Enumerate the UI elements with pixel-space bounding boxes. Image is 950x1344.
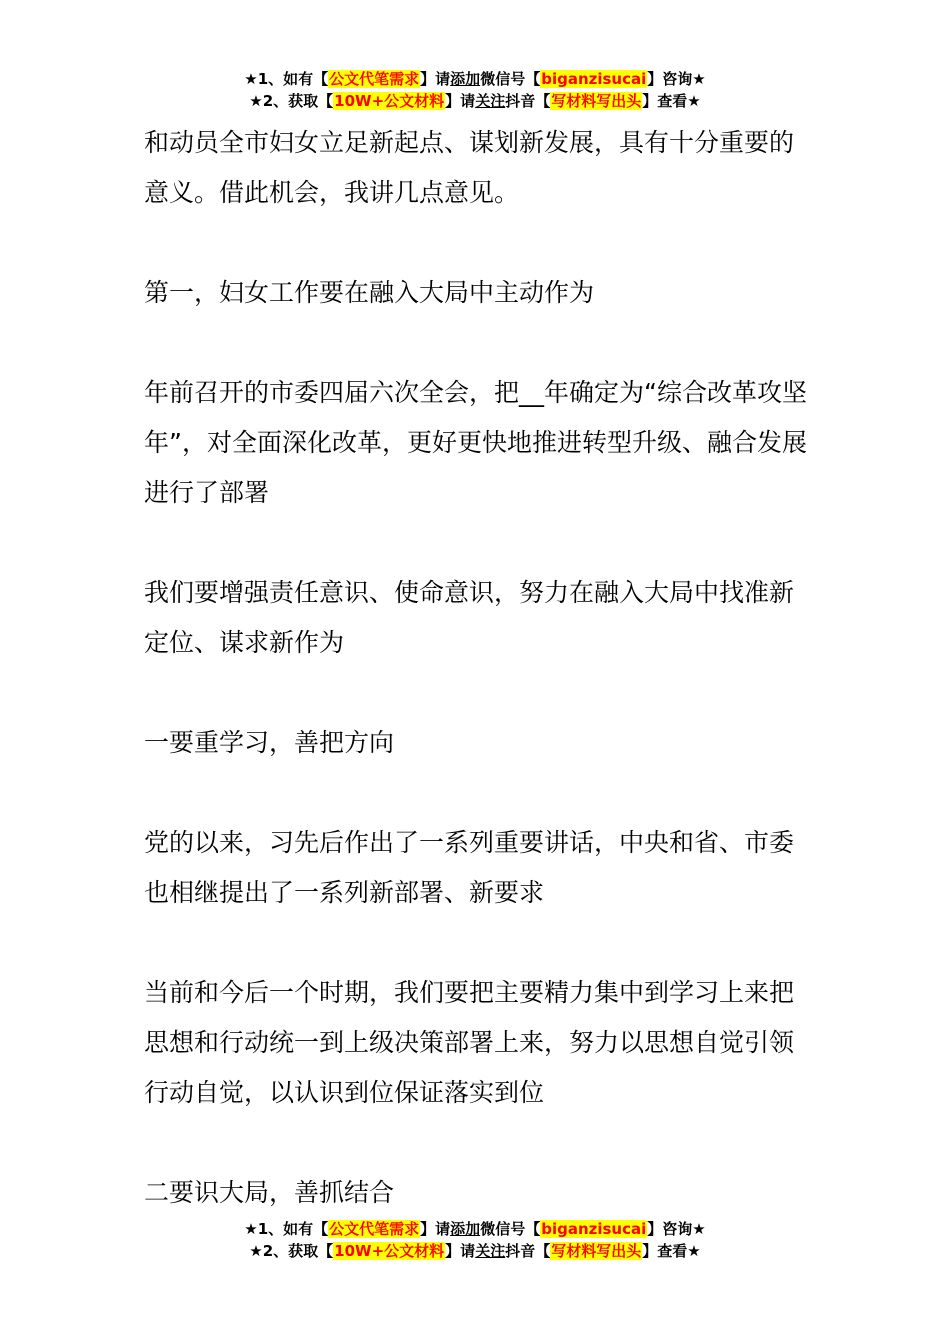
banner-line-2: [0, 1240, 950, 1262]
banner-text: 】请: [445, 92, 476, 110]
douyin-account: 写材料写出头: [551, 92, 642, 110]
star-icon: ★: [687, 1242, 701, 1260]
banner-text: 】请: [420, 70, 451, 88]
banner-text: 1、如有【: [257, 70, 329, 88]
highlight-text: 公文代笔需求: [329, 1220, 420, 1238]
star-icon: ★: [692, 1220, 706, 1238]
douyin-account: 写材料写出头: [551, 1242, 642, 1260]
banner-text: 】查看: [642, 1242, 688, 1260]
banner-text: 抖音【: [505, 1242, 551, 1260]
underlined-text: 添加: [450, 70, 481, 88]
banner-text: 微信号【: [480, 1220, 541, 1238]
paragraph: 当前和今后一个时期，我们要把主要精力集中到学习上来把思想和行动统一到上级决策部署上来，努力以思想自觉引领行动自觉，以认识到位保证落实到位: [144, 978, 795, 1107]
star-icon: ★: [244, 70, 258, 88]
document-body: [144, 118, 814, 1218]
paragraph: 和动员全市妇女立足新起点、谋划新发展，具有十分重要的意义。借此机会，我讲几点意见。: [144, 128, 795, 207]
highlight-text: 10W+公文材料: [334, 1242, 445, 1260]
underlined-text: 添加: [450, 1220, 481, 1238]
banner-text: 1、如有【: [257, 1220, 329, 1238]
wechat-id: biganzisucai: [541, 70, 647, 88]
banner-line-1: [0, 1218, 950, 1240]
banner-text: 2、获取【: [262, 92, 334, 110]
paragraph: 年前召开的市委四届六次全会，把__年确定为“综合改革攻坚年”，对全面深化改革，更好更快地推进转型升级、融合发展进行了部署: [144, 378, 807, 507]
paragraph: 我们要增强责任意识、使命意识，努力在融入大局中找准新定位、谋求新作为: [144, 578, 795, 657]
banner-text: 】咨询: [647, 1220, 693, 1238]
star-icon: ★: [244, 1220, 258, 1238]
paragraph: 党的以来，习先后作出了一系列重要讲话，中央和省、市委也相继提出了一系列新部署、新要求: [144, 828, 795, 907]
footer-banner: [0, 1218, 950, 1262]
banner-text: 】请: [445, 1242, 476, 1260]
star-icon: ★: [249, 1242, 263, 1260]
underlined-text: 关注: [475, 1242, 506, 1260]
banner-text: 】请: [420, 1220, 451, 1238]
section-heading: 第一，妇女工作要在融入大局中主动作为: [144, 278, 595, 307]
header-banner: [0, 68, 950, 112]
star-icon: ★: [249, 92, 263, 110]
highlight-text: 10W+公文材料: [334, 92, 445, 110]
banner-text: 微信号【: [480, 70, 541, 88]
banner-line-1: [0, 68, 950, 90]
star-icon: ★: [687, 92, 701, 110]
wechat-id: biganzisucai: [541, 1220, 647, 1238]
sub-heading: 一要重学习，善把方向: [144, 728, 395, 757]
star-icon: ★: [692, 70, 706, 88]
sub-heading: 二要识大局，善抓结合: [144, 1178, 395, 1207]
underlined-text: 关注: [475, 92, 506, 110]
banner-text: 抖音【: [505, 92, 551, 110]
highlight-text: 公文代笔需求: [329, 70, 420, 88]
banner-line-2: [0, 90, 950, 112]
banner-text: 】咨询: [647, 70, 693, 88]
banner-text: 2、获取【: [262, 1242, 334, 1260]
banner-text: 】查看: [642, 92, 688, 110]
